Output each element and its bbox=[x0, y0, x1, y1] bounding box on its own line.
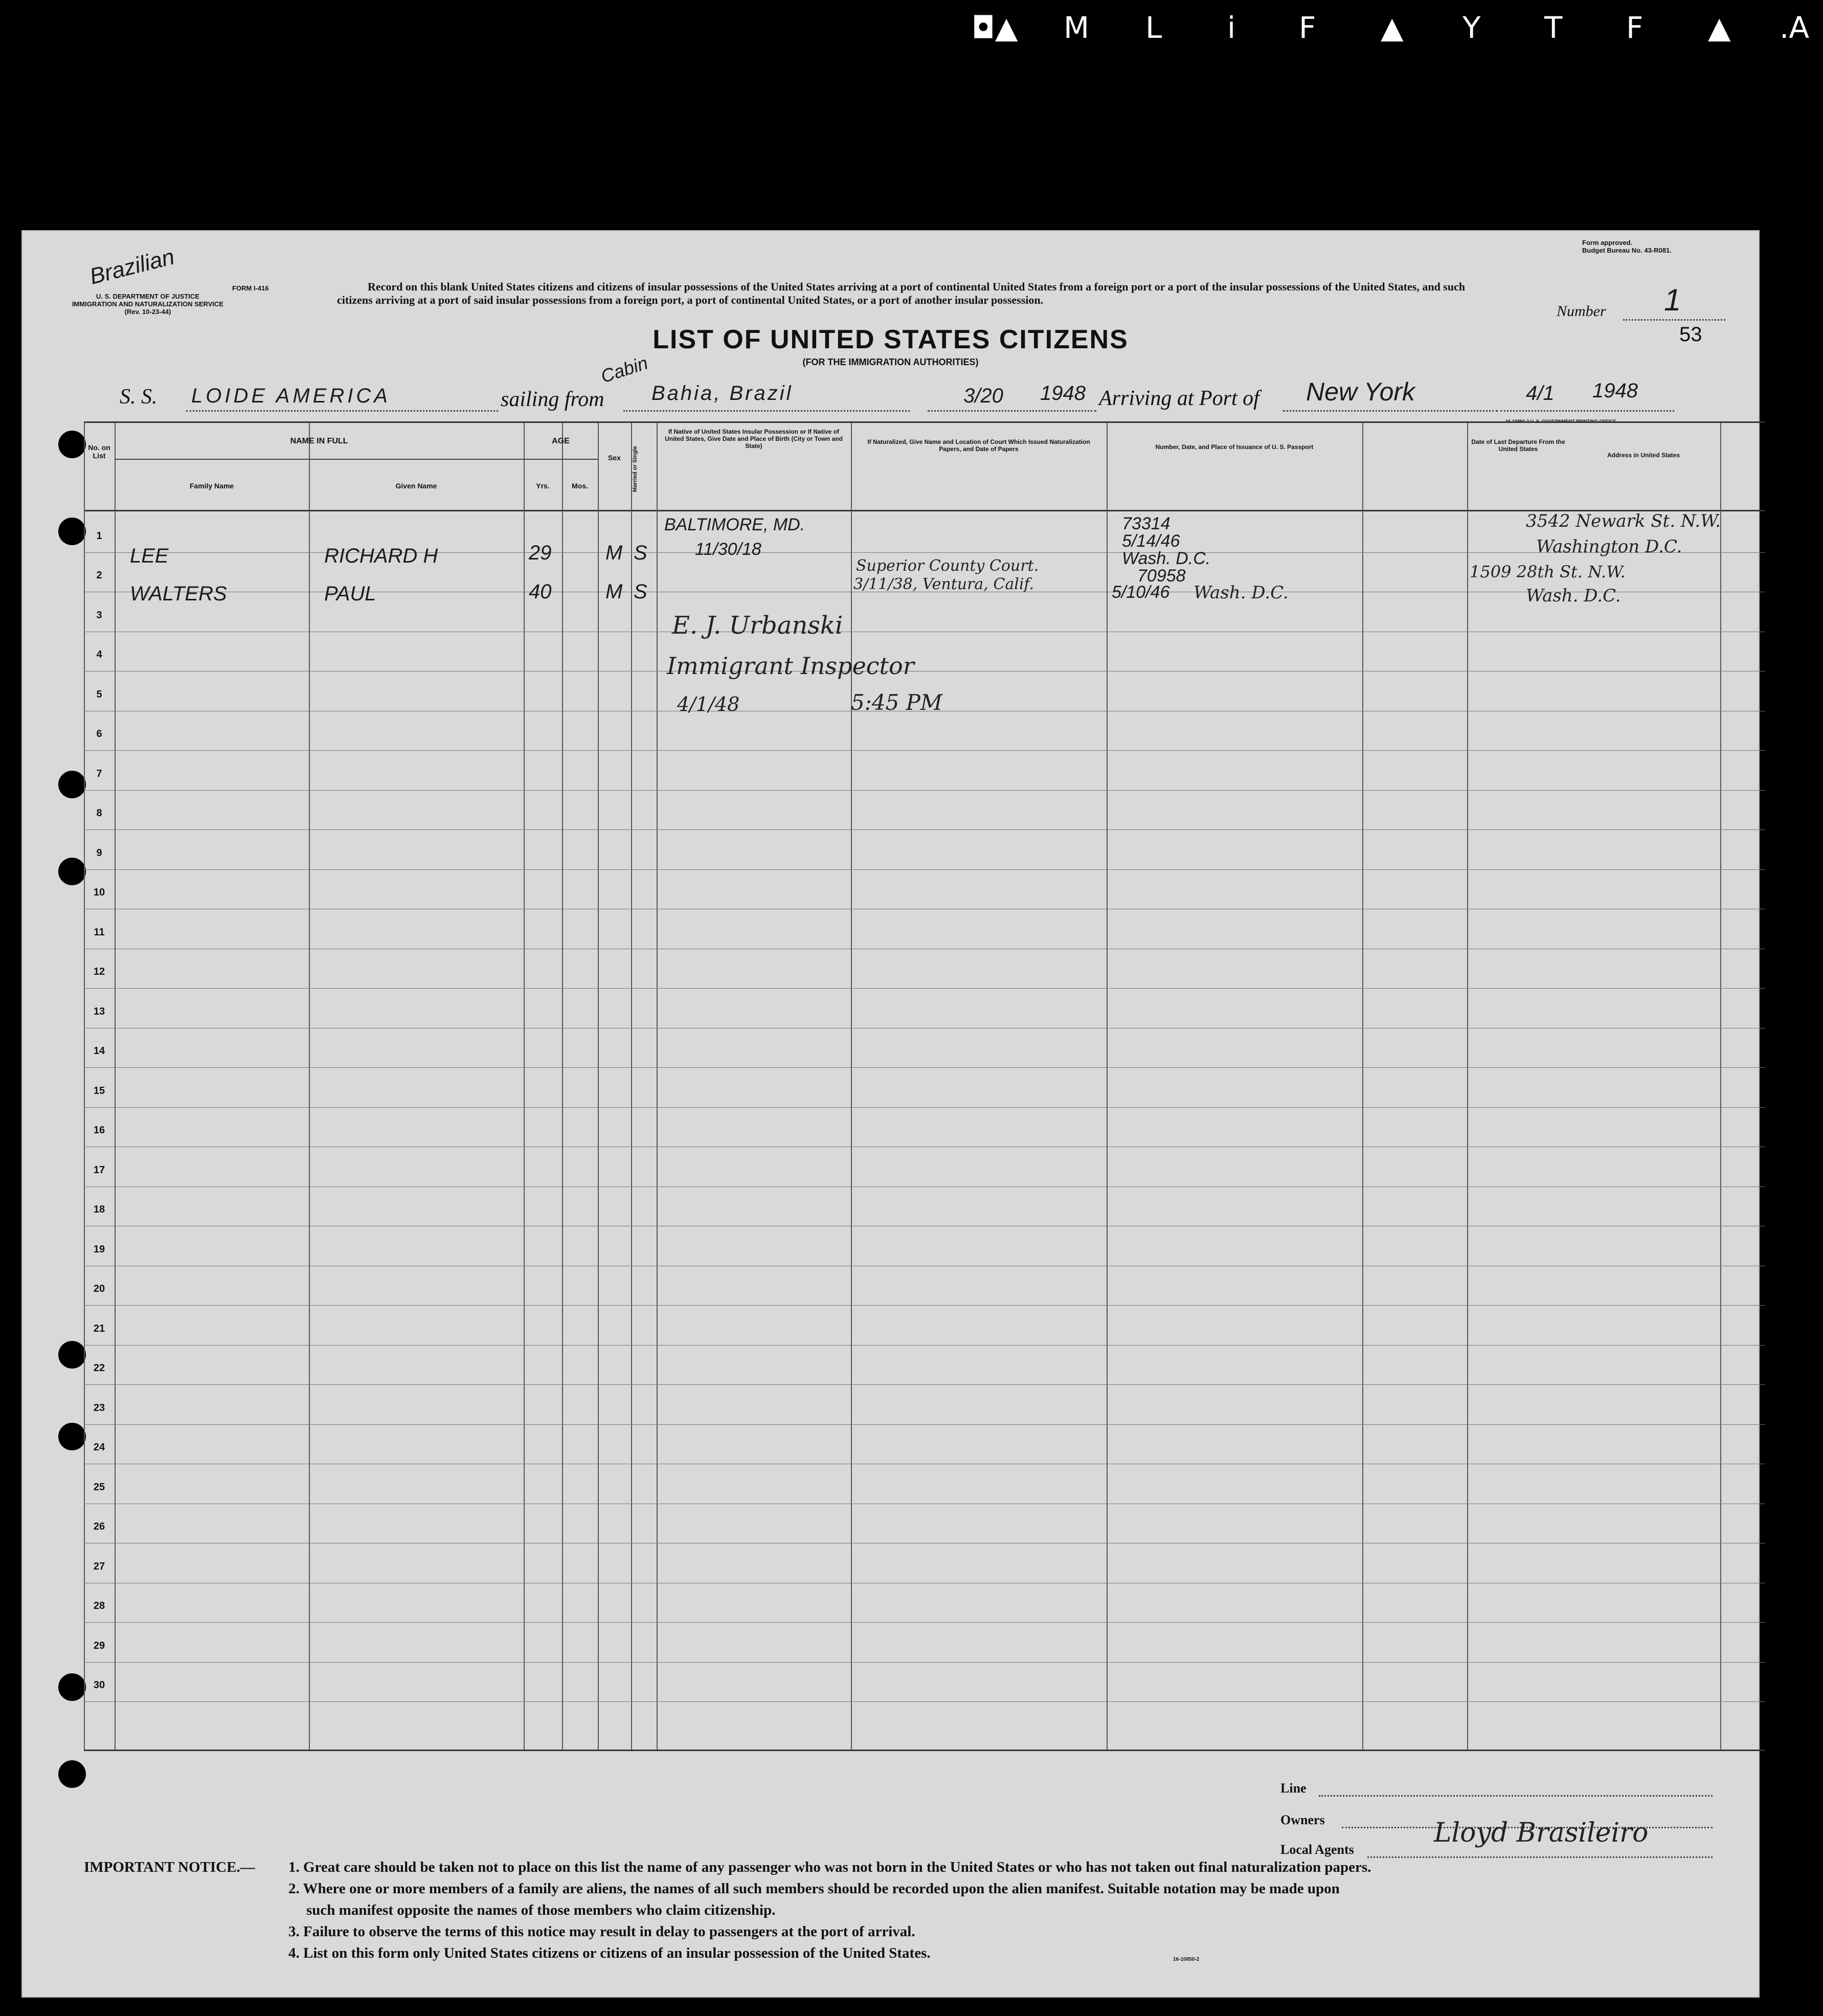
punch-hole bbox=[58, 1760, 86, 1788]
header-rule bbox=[84, 510, 1765, 511]
film-marker: ▲ bbox=[1381, 10, 1404, 45]
row-2-address-1: 1509 28th St. N.W. bbox=[1470, 562, 1626, 581]
sailing-label: sailing from bbox=[501, 388, 604, 411]
row-number: 24 bbox=[93, 1442, 105, 1453]
printer-mark: 16-10850-2 U. S. GOVERNMENT PRINTING OFFICE bbox=[1505, 419, 1616, 424]
form-approved-block bbox=[1582, 239, 1672, 254]
row-number: 11 bbox=[94, 926, 105, 938]
row-number: 29 bbox=[93, 1640, 105, 1651]
col-header-age: AGE bbox=[552, 437, 570, 445]
record-instructions: Record on this blank United States citizens and citizens of insular possessions of the United States arriving at a port of continental United States from a foreign port or a port of the insular possessions of the United States, and such citizens arriving at a port of said insular possessions from a foreign port, a port of continental United States, or a port of another insular possession. bbox=[337, 280, 1466, 306]
row-number: 14 bbox=[93, 1045, 105, 1057]
film-marker: ▲ bbox=[1708, 10, 1731, 45]
col-header-sex: Sex bbox=[608, 454, 621, 462]
arrive-date: 4/1 bbox=[1526, 382, 1555, 405]
row-2-address-2: Wash. D.C. bbox=[1526, 586, 1621, 606]
col-line bbox=[115, 423, 116, 1750]
row-rule bbox=[84, 988, 1765, 989]
row-1-ms: S bbox=[634, 542, 647, 564]
row-number: 20 bbox=[93, 1283, 105, 1295]
row-number: 2 bbox=[96, 570, 102, 581]
row-number: 1 bbox=[96, 530, 102, 542]
col-line bbox=[309, 423, 310, 1750]
punch-hole bbox=[58, 858, 86, 885]
notice-4: 4. List on this form only United States citizens or citizens of an insular possession of the United States. bbox=[288, 1945, 931, 1961]
row-rule bbox=[84, 869, 1765, 870]
col-header-yrs: Yrs. bbox=[536, 482, 550, 490]
film-marker: Y bbox=[1462, 10, 1481, 45]
film-marker: i bbox=[1227, 10, 1236, 45]
inspector-time: 5:45 PM bbox=[851, 690, 942, 715]
row-number: 21 bbox=[93, 1323, 105, 1334]
row-1-family: LEE bbox=[130, 545, 169, 567]
row-number: 8 bbox=[96, 808, 102, 819]
row-number: 3 bbox=[96, 609, 102, 621]
row-number: 17 bbox=[93, 1164, 105, 1176]
page-number: 53 bbox=[1679, 323, 1702, 346]
row-number: 22 bbox=[93, 1362, 105, 1374]
row-1-birth-date: 11/30/18 bbox=[695, 540, 761, 559]
row-1-given: RICHARD H bbox=[324, 545, 438, 567]
col-header-birth: If Native of United States Insular Possession or If Native of United States, Give Date and Place of Birth (City or Town and State) bbox=[665, 428, 843, 450]
arriving-label: Arriving at Port of bbox=[1099, 387, 1259, 410]
inspector-title: Immigrant Inspector bbox=[667, 652, 914, 680]
punch-hole bbox=[58, 1673, 86, 1701]
row-number: 7 bbox=[96, 768, 102, 779]
row-number: 25 bbox=[93, 1481, 105, 1493]
ship-underline bbox=[186, 410, 498, 412]
line-label: Line bbox=[1280, 1781, 1307, 1796]
row-number: 6 bbox=[96, 728, 102, 740]
row-number: 13 bbox=[93, 1005, 105, 1017]
film-marker: ◘▲ bbox=[972, 10, 1018, 45]
page-subtitle: (FOR THE IMMIGRATION AUTHORITIES) bbox=[802, 357, 979, 367]
row-number: 10 bbox=[93, 887, 105, 899]
notice-2: 2. Where one or more members of a family are aliens, the names of all such members should be recorded upon the alien manifest. Suitable notation may be made upon bbox=[288, 1880, 1340, 1897]
page-title: LIST OF UNITED STATES CITIZENS bbox=[652, 325, 1129, 354]
notice-2-cont: such manifest opposite the names of those members who claim citizenship. bbox=[306, 1902, 776, 1918]
col-header-name: NAME IN FULL bbox=[290, 437, 348, 445]
punch-hole bbox=[58, 1423, 86, 1450]
col-line bbox=[1467, 423, 1468, 1750]
film-marker: F bbox=[1626, 10, 1644, 45]
row-2-naturalized-2: 3/11/38, Ventura, Calif. bbox=[853, 575, 1034, 593]
depart-year: 1948 bbox=[1040, 382, 1086, 405]
film-marker: F bbox=[1299, 10, 1316, 45]
row-rule bbox=[84, 1305, 1765, 1306]
notice-1: 1. Great care should be taken not to place on this list the name of any passenger who was not born in the United States or who has not taken out final naturalization papers. bbox=[288, 1859, 1371, 1875]
form-number: FORM I-416 bbox=[232, 284, 269, 292]
row-1-passport-date: 5/14/46 bbox=[1122, 531, 1180, 551]
row-2-passport-date: 5/10/46 bbox=[1112, 583, 1170, 602]
row-number: 18 bbox=[93, 1204, 105, 1216]
col-line bbox=[1107, 423, 1108, 1750]
ship-name: LOIDE AMERICA bbox=[191, 385, 391, 407]
col-line bbox=[851, 423, 852, 1750]
row-1-birth-place: BALTIMORE, MD. bbox=[664, 515, 805, 534]
line-underline bbox=[1319, 1795, 1713, 1797]
agents-value: Lloyd Brasileiro bbox=[1434, 1818, 1649, 1848]
arrive-underline bbox=[1500, 410, 1674, 412]
row-1-address-1: 3542 Newark St. N.W. bbox=[1526, 511, 1721, 531]
film-markers bbox=[972, 10, 1810, 51]
punch-hole bbox=[58, 771, 86, 798]
rev-date: (Rev. 10-23-44) bbox=[124, 308, 171, 316]
depart-date: 3/20 bbox=[963, 385, 1003, 407]
col-line bbox=[598, 423, 599, 1750]
row-number: 19 bbox=[93, 1243, 105, 1255]
inspector-date: 4/1/48 bbox=[677, 693, 740, 715]
row-number: 9 bbox=[96, 847, 102, 859]
notice-label: IMPORTANT NOTICE.— bbox=[84, 1859, 255, 1875]
film-marker: .A bbox=[1780, 10, 1810, 45]
row-rule bbox=[84, 1345, 1765, 1346]
punch-hole bbox=[58, 1341, 86, 1369]
header-dept-block bbox=[71, 293, 224, 316]
number-underline bbox=[1623, 319, 1725, 321]
row-rule bbox=[84, 1622, 1765, 1623]
row-number: 16 bbox=[93, 1125, 105, 1136]
row-2-family: WALTERS bbox=[130, 583, 227, 605]
row-rule bbox=[84, 1424, 1765, 1425]
form-approved: Form approved. bbox=[1582, 239, 1633, 247]
row-number: 15 bbox=[93, 1085, 105, 1096]
row-number: 27 bbox=[93, 1560, 105, 1572]
col-header-departure: Date of Last Departure From the United States bbox=[1471, 438, 1565, 453]
dept-name: U. S. DEPARTMENT OF JUSTICE bbox=[96, 293, 199, 300]
row-1-address-2: Washington D.C. bbox=[1536, 536, 1682, 557]
passenger-table bbox=[84, 421, 1765, 1751]
film-marker: M bbox=[1064, 10, 1090, 45]
row-2-sex: M bbox=[605, 580, 623, 603]
row-number: 28 bbox=[93, 1600, 105, 1612]
row-2-ms: S bbox=[634, 580, 647, 603]
row-rule bbox=[84, 750, 1765, 751]
col-header-no: No. on List bbox=[88, 443, 110, 460]
row-rule bbox=[84, 790, 1765, 791]
row-number: 5 bbox=[96, 688, 102, 700]
row-rule bbox=[84, 1701, 1765, 1702]
arrive-year: 1948 bbox=[1592, 379, 1638, 402]
notice-3: 3. Failure to observe the terms of this notice may result in delay to passengers at the port of arrival. bbox=[288, 1923, 915, 1940]
col-header-passport: Number, Date, and Place of Issuance of U. S. Passport bbox=[1155, 443, 1314, 451]
col-line bbox=[562, 423, 563, 1750]
row-rule bbox=[84, 1186, 1765, 1187]
col-header-given: Given Name bbox=[395, 482, 437, 490]
row-1-passport-no: 73314 bbox=[1122, 514, 1171, 533]
punch-hole bbox=[58, 431, 86, 458]
annotation-brazilian: Brazilian bbox=[87, 244, 177, 289]
row-2-given: PAUL bbox=[324, 583, 376, 605]
manifest-sheet bbox=[21, 230, 1760, 1998]
owners-label: Owners bbox=[1280, 1812, 1325, 1827]
row-1-sex: M bbox=[605, 542, 623, 564]
from-port-underline bbox=[623, 410, 910, 412]
col-line bbox=[1362, 423, 1363, 1750]
agents-label: Local Agents bbox=[1280, 1842, 1354, 1857]
row-number: 4 bbox=[96, 649, 102, 661]
row-2-naturalized-1: Superior County Court. bbox=[856, 557, 1039, 575]
row-2-passport-place: Wash. D.C. bbox=[1194, 583, 1289, 603]
row-number: 26 bbox=[93, 1521, 105, 1533]
col-header-address: Address in United States bbox=[1607, 452, 1680, 459]
row-1-passport-place: Wash. D.C. bbox=[1122, 549, 1211, 568]
col-line bbox=[657, 423, 658, 1750]
row-rule bbox=[84, 1107, 1765, 1108]
name-subrule bbox=[115, 459, 524, 460]
row-1-yrs: 29 bbox=[529, 542, 552, 564]
col-header-married: Married or Single bbox=[632, 446, 638, 492]
age-subrule bbox=[524, 459, 598, 460]
col-line bbox=[524, 423, 525, 1750]
punch-hole bbox=[58, 518, 86, 545]
row-2-passport-no: 70958 bbox=[1137, 566, 1186, 586]
row-rule bbox=[84, 1384, 1765, 1385]
row-rule bbox=[84, 1067, 1765, 1068]
class-note: Cabin bbox=[598, 352, 650, 387]
col-header-family: Family Name bbox=[189, 482, 234, 490]
row-number: 23 bbox=[93, 1402, 105, 1414]
col-header-naturalized: If Naturalized, Give Name and Location of Court Which Issued Naturalization Papers, and Date of Papers bbox=[867, 438, 1090, 453]
print-code: 16-10850-2 bbox=[1173, 1957, 1200, 1962]
inspector-name: E. J. Urbanski bbox=[672, 611, 843, 640]
film-marker: L bbox=[1145, 10, 1162, 45]
col-line bbox=[1720, 423, 1721, 1750]
film-marker: T bbox=[1544, 10, 1563, 45]
number-label: Number bbox=[1557, 303, 1606, 320]
row-number: 12 bbox=[93, 966, 105, 978]
from-port: Bahia, Brazil bbox=[651, 382, 793, 405]
ss-label: S. S. bbox=[120, 385, 157, 409]
row-number: 30 bbox=[93, 1679, 105, 1691]
arrive-port: New York bbox=[1306, 377, 1415, 406]
service-name: IMMIGRATION AND NATURALIZATION SERVICE bbox=[72, 300, 224, 308]
depart-underline bbox=[928, 410, 1096, 412]
arrive-port-underline bbox=[1283, 410, 1498, 412]
number-value: 1 bbox=[1664, 283, 1681, 317]
col-header-mos: Mos. bbox=[572, 482, 588, 490]
budget-bureau: Budget Bureau No. 43-R081. bbox=[1582, 247, 1672, 254]
row-2-yrs: 40 bbox=[529, 580, 552, 603]
col-line bbox=[631, 423, 632, 1750]
row-rule bbox=[84, 1662, 1765, 1663]
